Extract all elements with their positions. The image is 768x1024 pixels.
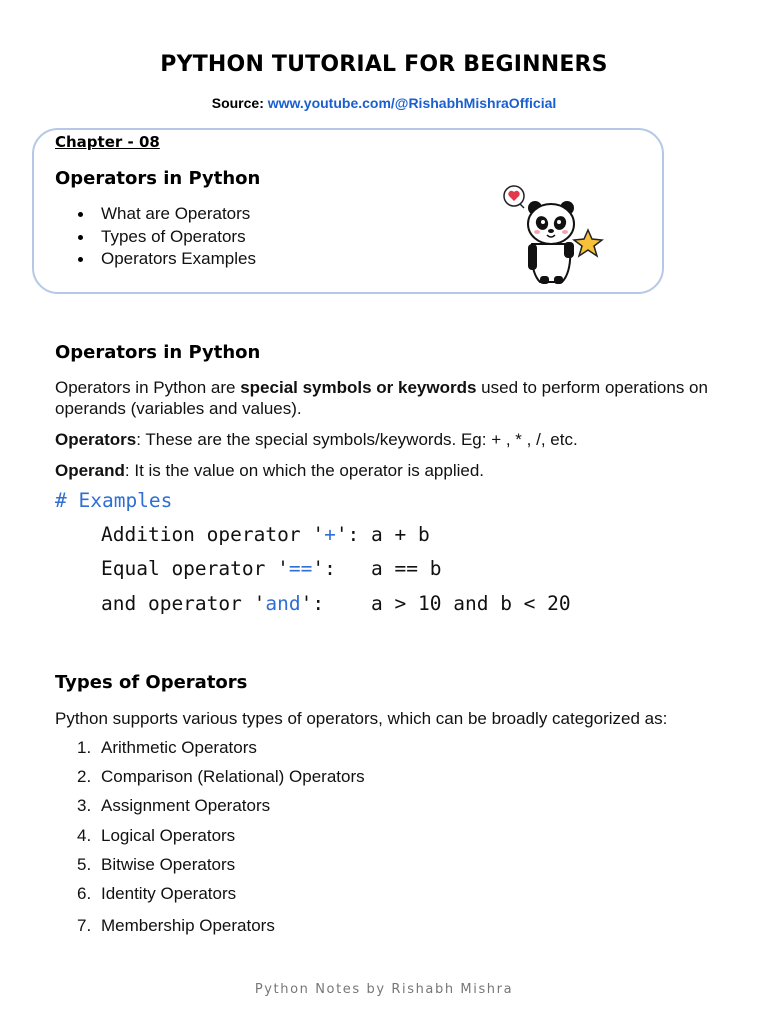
operand-definition xyxy=(55,460,715,481)
operators-def: : These are the special symbols/keywords. Eg: + , * , /, etc. xyxy=(136,430,578,449)
topic-item: Types of Operators xyxy=(78,226,256,249)
page-title: PYTHON TUTORIAL FOR BEGINNERS xyxy=(160,52,608,77)
list-number: 7. xyxy=(77,916,92,935)
heart-bubble-icon xyxy=(504,186,524,208)
list-item xyxy=(77,884,236,904)
list-label: Assignment Operators xyxy=(101,796,271,815)
list-label: Bitwise Operators xyxy=(101,855,236,874)
list-number: 6. xyxy=(77,884,92,903)
chapter-topics xyxy=(78,203,256,271)
list-item xyxy=(77,916,275,936)
list-item xyxy=(77,796,270,816)
panda-illustration xyxy=(500,180,610,290)
list-item xyxy=(77,767,365,787)
intro-text: Operators in Python are xyxy=(55,378,241,397)
source-label: Source: xyxy=(211,95,268,111)
section-heading-operators: Operators in Python xyxy=(55,342,261,363)
code-operator: and xyxy=(265,592,301,615)
source-link[interactable]: www.youtube.com/@RishabhMishraOfficial xyxy=(267,95,557,111)
operators-intro xyxy=(55,377,715,419)
code-example-line xyxy=(101,592,571,615)
list-number: 3. xyxy=(77,796,92,815)
code-example-line xyxy=(101,523,430,546)
intro-bold-text: special symbols or keywords xyxy=(240,378,477,397)
star-icon xyxy=(574,230,602,256)
list-label: Identity Operators xyxy=(101,884,237,903)
chapter-label: Chapter - 08 xyxy=(55,133,160,151)
code-text: ': a > 10 and b < 20 xyxy=(300,592,571,615)
list-number: 1. xyxy=(77,738,92,757)
source-line xyxy=(0,95,768,111)
chapter-heading: Operators in Python xyxy=(55,168,261,189)
page-footer: Python Notes by Rishabh Mishra xyxy=(254,982,514,997)
code-operator: + xyxy=(324,523,336,546)
list-label: Logical Operators xyxy=(101,826,236,845)
list-item xyxy=(77,738,257,758)
code-text: Equal operator ' xyxy=(101,557,289,580)
code-text: and operator ' xyxy=(101,592,266,615)
list-item xyxy=(77,855,235,875)
topic-item: What are Operators xyxy=(78,203,256,226)
types-intro: Python supports various types of operators, which can be broadly categorized as: xyxy=(55,709,668,728)
operand-def: : It is the value on which the operator is applied. xyxy=(124,461,485,480)
list-number: 5. xyxy=(77,855,92,874)
list-label: Arithmetic Operators xyxy=(101,738,257,757)
list-label: Comparison (Relational) Operators xyxy=(101,767,365,786)
operand-term: Operand xyxy=(55,461,125,480)
code-example-line xyxy=(101,557,441,580)
code-comment: # Examples xyxy=(55,489,173,512)
section-heading-types: Types of Operators xyxy=(55,672,248,693)
operators-term: Operators xyxy=(55,430,137,449)
intro-text-end: used to perform operations on operands (variables and values). xyxy=(55,378,708,418)
code-text: ': a == b xyxy=(312,557,442,580)
code-operator: == xyxy=(288,557,313,580)
list-number: 4. xyxy=(77,826,92,845)
topic-item: Operators Examples xyxy=(78,248,256,271)
list-number: 2. xyxy=(77,767,92,786)
code-text: Addition operator ' xyxy=(101,523,325,546)
code-text: ': a + b xyxy=(335,523,430,546)
list-label: Membership Operators xyxy=(101,916,275,935)
list-item xyxy=(77,826,235,846)
operators-definition xyxy=(55,429,715,450)
